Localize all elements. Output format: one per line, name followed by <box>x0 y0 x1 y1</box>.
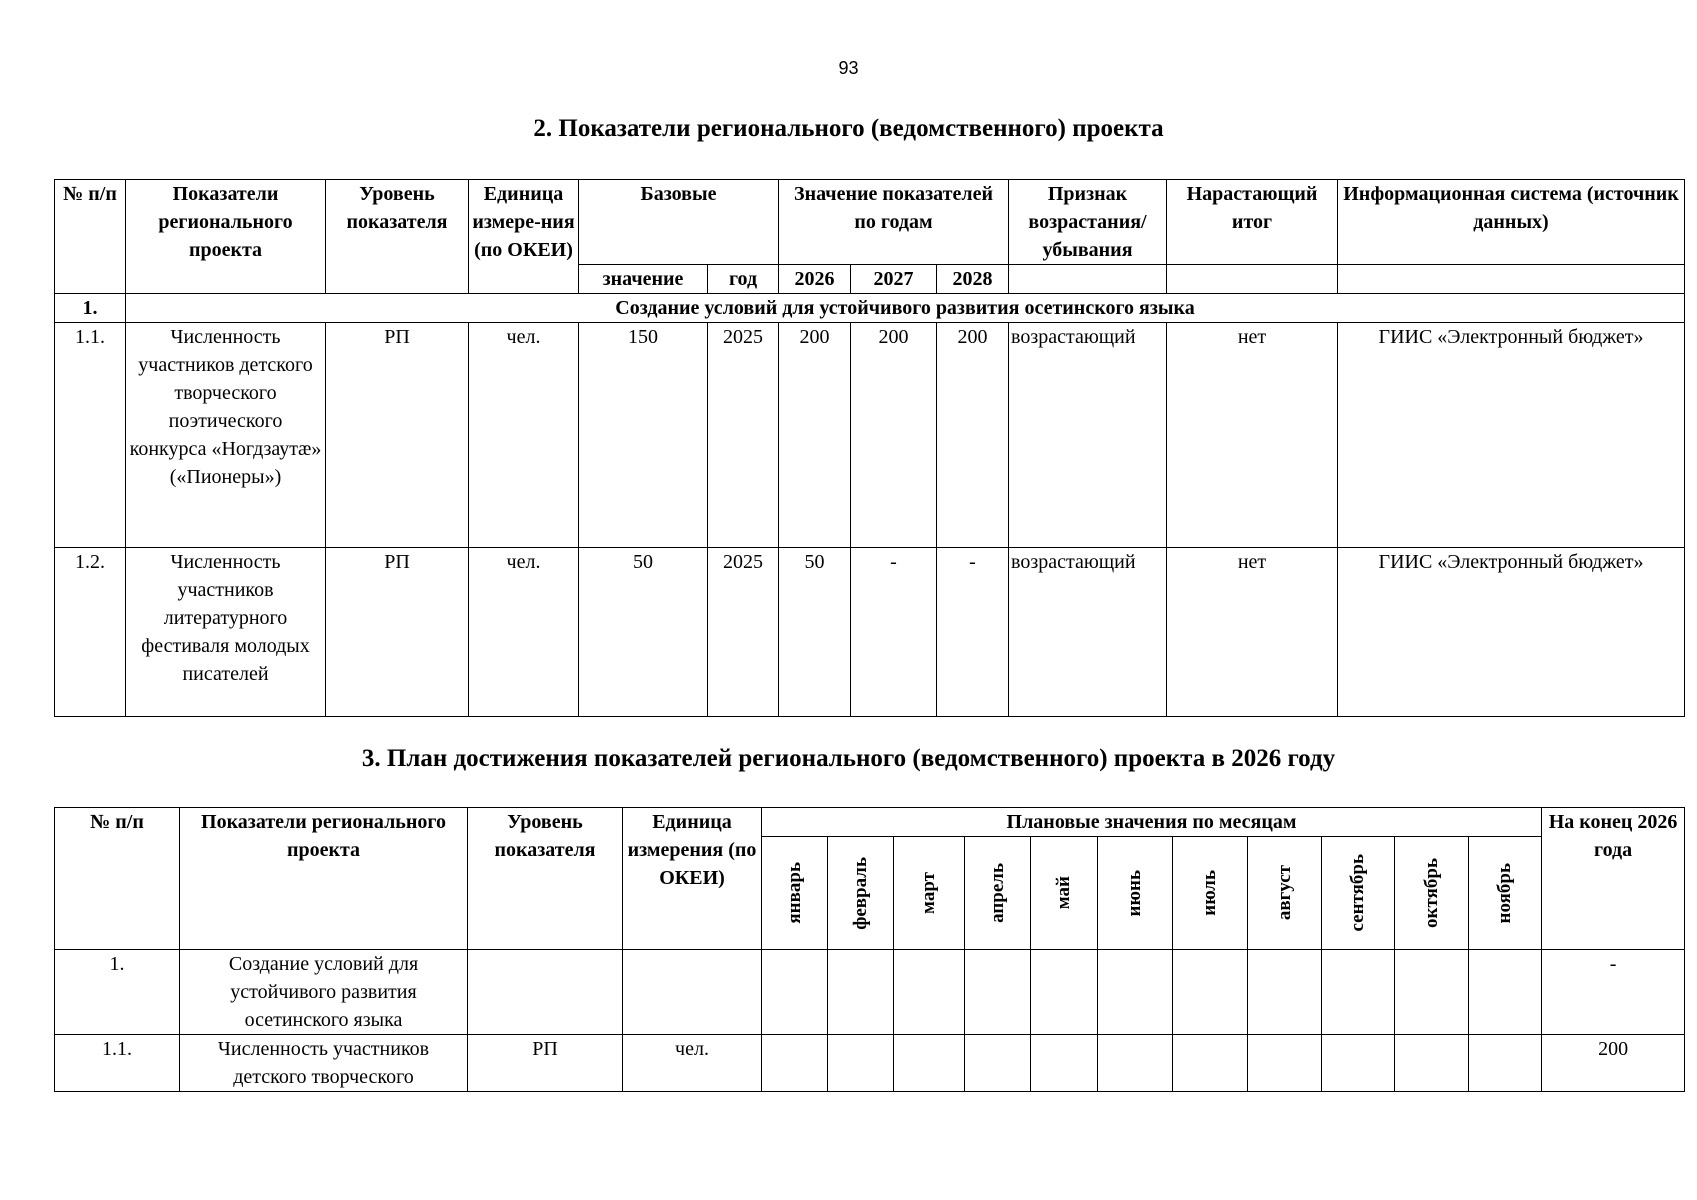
header-month-march <box>894 837 965 950</box>
header-end-of-year: На конец 2026 года <box>1542 808 1685 950</box>
header-base-year: год <box>708 265 779 294</box>
empty-cell <box>1167 265 1338 294</box>
month-cell <box>1395 1035 1469 1092</box>
month-cell <box>965 950 1031 1035</box>
month-cell <box>1098 950 1173 1035</box>
row-value-2028: - <box>937 548 1009 717</box>
empty-cell <box>1338 265 1685 294</box>
row-value-2027: 200 <box>851 323 937 548</box>
row-end-of-year: - <box>1542 950 1685 1035</box>
row-indicator: Создание условий для устойчивого развития осетинского языка <box>180 950 468 1035</box>
row-cumulative: нет <box>1167 548 1338 717</box>
month-cell <box>1098 1035 1173 1092</box>
header-month-february <box>828 837 894 950</box>
month-label: ноябрь <box>1494 862 1516 924</box>
row-indicator: Численность участников детского творческого <box>180 1035 468 1092</box>
month-label: июль <box>1199 870 1220 916</box>
group-num: 1. <box>55 294 126 323</box>
header-unit: Единица измерения (по ОКЕИ) <box>623 808 762 950</box>
month-label: март <box>918 872 939 914</box>
row-base-year: 2025 <box>708 323 779 548</box>
row-base-year: 2025 <box>708 548 779 717</box>
header-values-by-year: Значение показателей по годам <box>779 180 1009 265</box>
month-cell <box>894 950 965 1035</box>
row-value-2026: 50 <box>779 548 851 717</box>
table-row <box>55 1035 1685 1092</box>
header-cumulative: Нарастающий итог <box>1167 180 1338 265</box>
header-month-may <box>1031 837 1098 950</box>
header-info-system: Информационная система (источник данных) <box>1338 180 1685 265</box>
month-label: январь <box>783 862 805 924</box>
header-year-2026: 2026 <box>779 265 851 294</box>
row-value-2027: - <box>851 548 937 717</box>
month-cell <box>894 1035 965 1092</box>
month-label: апрель <box>986 863 1008 923</box>
header-level: Уровень показателя <box>468 808 623 950</box>
table-row <box>55 548 1685 717</box>
month-cell <box>1248 1035 1322 1092</box>
group-title: Создание условий для устойчивого развития осетинского языка <box>126 294 1685 323</box>
month-cell <box>828 1035 894 1092</box>
header-month-august <box>1248 837 1322 950</box>
row-trend: возрастающий <box>1009 323 1167 548</box>
header-month-april <box>965 837 1031 950</box>
month-cell <box>1395 950 1469 1035</box>
header-month-november <box>1469 837 1542 950</box>
row-level <box>468 950 623 1035</box>
section-2-title: 2. Показатели регионального (ведомственного) проекта <box>533 115 1164 142</box>
table-row <box>55 950 1685 1035</box>
month-cell <box>1469 950 1542 1035</box>
month-label: август <box>1273 865 1295 921</box>
header-monthly: Плановые значения по месяцам <box>762 808 1542 837</box>
header-month-october <box>1395 837 1469 950</box>
row-value-2028: 200 <box>937 323 1009 548</box>
month-cell <box>828 950 894 1035</box>
row-num: 1.1. <box>55 1035 180 1092</box>
row-cumulative: нет <box>1167 323 1338 548</box>
row-num: 1.2. <box>55 548 126 717</box>
row-unit: чел. <box>469 323 579 548</box>
indicators-table <box>54 179 1685 717</box>
header-base: Базовые <box>579 180 779 265</box>
header-base-value: значение <box>579 265 708 294</box>
header-year-2028: 2028 <box>937 265 1009 294</box>
row-level: РП <box>468 1035 623 1092</box>
row-level: РП <box>326 323 469 548</box>
month-label: июнь <box>1124 869 1145 917</box>
month-label: сентябрь <box>1347 854 1368 932</box>
month-label: октябрь <box>1420 858 1442 928</box>
header-indicator: Показатели регионального проекта <box>126 180 326 294</box>
header-indicator: Показатели регионального проекта <box>180 808 468 950</box>
table-header-row <box>55 808 1685 837</box>
row-value-2026: 200 <box>779 323 851 548</box>
row-unit <box>623 950 762 1035</box>
row-end-of-year: 200 <box>1542 1035 1685 1092</box>
month-cell <box>1322 950 1395 1035</box>
row-base-value: 50 <box>579 548 708 717</box>
month-cell <box>762 1035 828 1092</box>
header-trend: Признак возрастания/ убывания <box>1009 180 1167 265</box>
header-year-2027: 2027 <box>851 265 937 294</box>
month-cell <box>1248 950 1322 1035</box>
month-label: май <box>1053 876 1074 910</box>
page-number: 93 <box>838 58 859 78</box>
group-row <box>55 294 1685 323</box>
month-cell <box>1031 1035 1098 1092</box>
row-unit: чел. <box>623 1035 762 1092</box>
row-base-value: 150 <box>579 323 708 548</box>
empty-cell <box>1009 265 1167 294</box>
row-trend: возрастающий <box>1009 548 1167 717</box>
row-level: РП <box>326 548 469 717</box>
month-cell <box>1031 950 1098 1035</box>
monthly-plan-table <box>54 807 1685 1092</box>
row-unit: чел. <box>469 548 579 717</box>
section-3-title: 3. План достижения показателей регионального (ведомственного) проекта в 2026 году <box>361 745 1336 772</box>
month-cell <box>762 950 828 1035</box>
row-num: 1.1. <box>55 323 126 548</box>
header-unit: Единица измере-ния (по ОКЕИ) <box>469 180 579 294</box>
header-num: № п/п <box>55 808 180 950</box>
month-cell <box>965 1035 1031 1092</box>
row-indicator: Численность участников литературного фестиваля молодых писателей <box>126 548 326 717</box>
header-month-january <box>762 837 828 950</box>
table-row <box>55 323 1685 548</box>
month-cell <box>1469 1035 1542 1092</box>
table-header-row <box>55 180 1685 265</box>
header-month-june <box>1098 837 1173 950</box>
row-num: 1. <box>55 950 180 1035</box>
row-info-system: ГИИС «Электронный бюджет» <box>1338 323 1685 548</box>
month-label: февраль <box>849 856 871 930</box>
header-month-july <box>1173 837 1248 950</box>
header-num: № п/п <box>55 180 126 294</box>
month-cell <box>1173 950 1248 1035</box>
header-month-september <box>1322 837 1395 950</box>
month-cell <box>1322 1035 1395 1092</box>
row-info-system: ГИИС «Электронный бюджет» <box>1338 548 1685 717</box>
header-level: Уровень показателя <box>326 180 469 294</box>
month-cell <box>1173 1035 1248 1092</box>
row-indicator: Численность участников детского творческого поэтического конкурса «Ногдзаутæ» («Пионеры») <box>126 323 326 548</box>
